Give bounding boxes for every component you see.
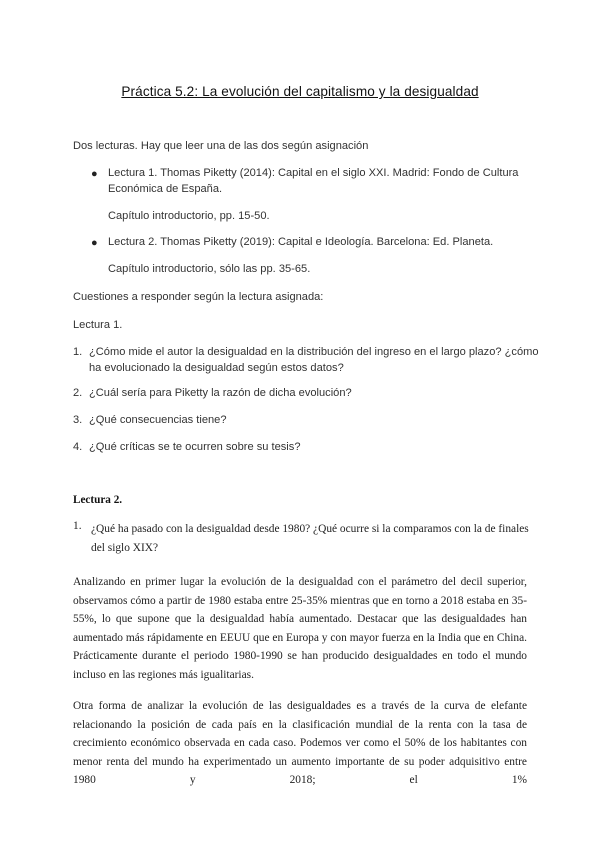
bullet-icon: ●	[91, 168, 98, 180]
reading-1-text: Lectura 1. Thomas Piketty (2014): Capital en el siglo XXI. Madrid: Fondo de Cultura Económica de España.	[108, 167, 519, 195]
question-number: 3.	[73, 414, 83, 426]
question-number: 1.	[73, 520, 82, 532]
question-text: ¿Qué consecuencias tiene?	[89, 414, 227, 426]
reading-2-detail: Capítulo introductorio, sólo las pp. 35-65.	[108, 263, 311, 275]
answer-paragraph: Analizando en primer lugar la evolución de la desigualdad con el parámetro del decil superior, observamos cómo a partir de 1980 estaba entre 25-35% mientras que en torno a 2018 estaba en 35-55%, lo que supone que la desigualdad había aumentado. Destacar que las desigualdades han aumentado más rápidamente en EEUU que en Europa y con mayor fuerza en la India que en China. Prácticamente durante el periodo 1980-1990 se han producido desigualdades en todo el mundo incluso en las regiones más igualitarias.	[73, 576, 527, 681]
reading-1-detail: Capítulo introductorio, pp. 15-50.	[108, 210, 270, 222]
reading-2-text: Lectura 2. Thomas Piketty (2019): Capital e Ideología. Barcelona: Ed. Planeta.	[108, 236, 494, 248]
lectura-2-label: Lectura 2.	[73, 494, 123, 506]
questions-intro: Cuestiones a responder según la lectura asignada:	[73, 291, 324, 303]
intro-text: Dos lecturas. Hay que leer una de las dos según asignación	[73, 140, 369, 152]
lectura-1-label: Lectura 1.	[73, 319, 123, 331]
question-number: 1.	[73, 346, 83, 358]
bullet-icon: ●	[91, 237, 98, 249]
question-text: ¿Cuál sería para Piketty la razón de dicha evolución?	[89, 387, 352, 399]
question-text: ¿Qué críticas se te ocurren sobre su tesis?	[89, 441, 301, 453]
question-number: 2.	[73, 387, 83, 399]
answer-paragraph: Otra forma de analizar la evolución de las desigualdades es a través de la curva de elefante relacionando la posición de cada país en la clasificación mundial de la renta con la tasa de crecimiento económico observada en cada caso. Podemos ver como el 50% de los habitantes con menor renta del mundo ha experimentado un aumento importante de su poder adquisitivo entre 1980 y 2018; el 1%	[73, 700, 527, 787]
question-number: 4.	[73, 441, 83, 453]
question-text: ¿Qué ha pasado con la desigualdad desde 1980? ¿Qué ocurre si la comparamos con la de finales del siglo XIX?	[91, 523, 529, 554]
page-title: Práctica 5.2: La evolución del capitalismo y la desigualdad	[121, 84, 479, 99]
question-text: ¿Cómo mide el autor la desigualdad en la distribución del ingreso en el largo plazo? ¿cómo ha evolucionado la desigualdad según estos datos?	[89, 346, 539, 374]
